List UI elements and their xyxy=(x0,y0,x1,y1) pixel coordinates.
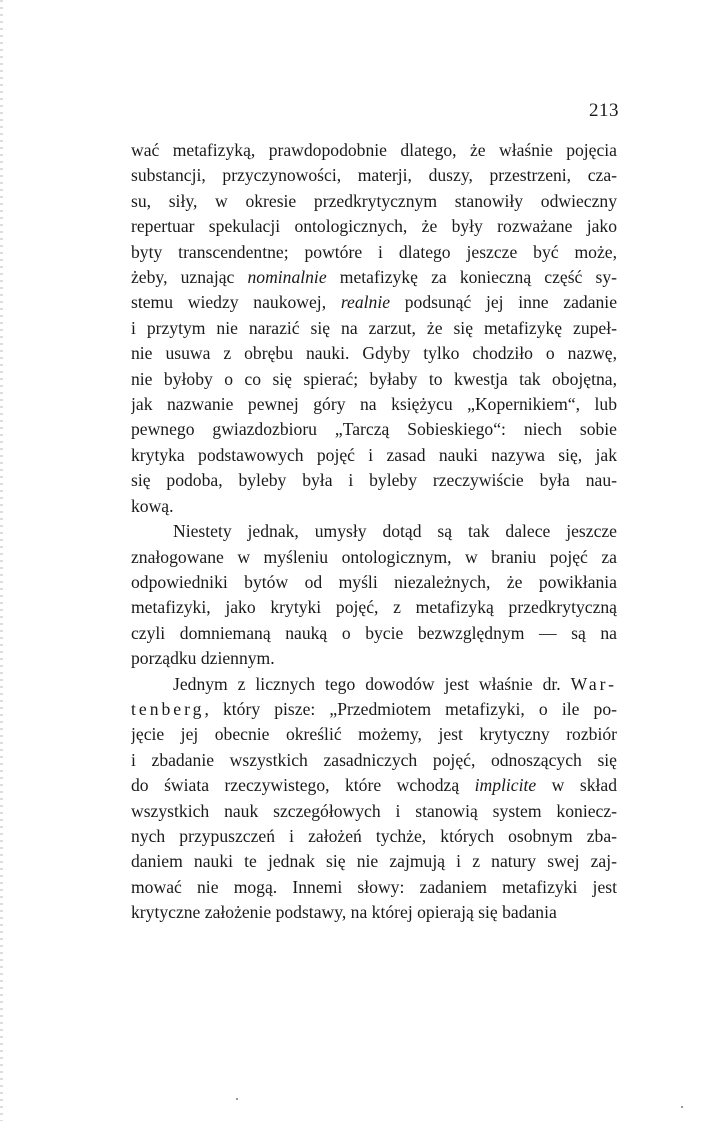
emphasized-word: realnie xyxy=(340,292,391,313)
text-line: i przytym nie narazić się na zarzut, że się metafizykę zupeł- xyxy=(131,317,617,338)
text-line: nie byłoby o co się spierać; byłaby to kwestja tak obojętna, xyxy=(131,368,617,389)
text-line: daniem nauki te jednak się nie zajmują i z natury swej zaj- xyxy=(131,851,617,872)
text-line: znałogowane w myśleniu ontologicznym, w braniu pojęć za xyxy=(131,546,617,567)
text-line: nych przypuszczeń i założeń tychże, których osobnym zba- xyxy=(131,825,617,846)
page-number: 213 xyxy=(589,100,619,121)
text-line: żeby, uznając nominalnie metafizykę za konieczną część sy- xyxy=(131,267,617,288)
text-line: byty transcendentne; powtóre i dlatego jeszcze być może, xyxy=(131,241,617,262)
text-line: repertuar spekulacji ontologicznych, że były rozważane jako xyxy=(131,216,617,237)
text-line: wszystkich nauk szczegółowych i stanowią system koniecz- xyxy=(131,800,617,821)
text-line: do świata rzeczywistego, które wchodzą implicite w skład xyxy=(131,775,617,796)
text-line: mować nie mogą. Innemi słowy: zadaniem metafizyki jest xyxy=(131,876,617,897)
text-line: porządku dziennym. xyxy=(131,648,275,669)
text-line: Niestety jednak, umysły dotąd są tak dalece jeszcze xyxy=(173,521,617,542)
scan-margin-artifact xyxy=(0,0,3,1121)
emphasized-word: nominalnie xyxy=(247,267,327,288)
text-line: substancji, przyczynowości, materji, duszy, przestrzeni, cza- xyxy=(131,165,617,186)
text-line: krytyka podstawowych pojęć i zasad nauki nazywa się, jak xyxy=(131,444,617,465)
spaced-name: tenberg xyxy=(131,698,205,719)
text-line: się podoba, byleby była i byleby rzeczywiście była nau- xyxy=(131,470,617,491)
scan-speck xyxy=(681,1106,683,1108)
text-line: tenberg, który pisze: „Przedmiotem metafizyki, o ile po- xyxy=(131,698,617,719)
text-line: wać metafizyką, prawdopodobnie dlatego, że właśnie pojęcia xyxy=(131,140,617,160)
text-line: odpowiedniki bytów od myśli niezależnych, że powikłania xyxy=(131,571,617,592)
text-line: pewnego gwiazdozbioru „Tarczą Sobieskiego“: niech sobie xyxy=(131,419,617,440)
text-line: Jednym z licznych tego dowodów jest właśnie dr. War- xyxy=(173,673,617,694)
text-line: nie usuwa z obrębu nauki. Gdyby tylko chodziło o nazwę, xyxy=(131,343,617,364)
text-line: kową. xyxy=(131,495,174,516)
text-line: czyli domniemaną nauką o bycie bezwzględnym — są na xyxy=(131,622,617,643)
scan-speck xyxy=(236,1098,238,1100)
spaced-name: War- xyxy=(570,673,617,694)
text-line: stemu wiedzy naukowej, realnie podsunąć jej inne zadanie xyxy=(131,292,617,313)
text-line: jęcie jej obecnie określić możemy, jest krytyczny rozbiór xyxy=(131,724,617,745)
text-line: i zbadanie wszystkich zasadniczych pojęć, odnoszących się xyxy=(131,749,617,770)
text-line: su, siły, w okresie przedkrytycznym stanowiły odwieczny xyxy=(131,190,617,211)
text-line: metafizyki, jako krytyki pojęć, z metafizyką przedkrytyczną xyxy=(131,597,617,618)
text-line: jak nazwanie pewnej góry na księżycu „Kopernikiem“, lub xyxy=(131,394,617,415)
body-text xyxy=(131,138,617,926)
emphasized-word: implicite xyxy=(474,775,537,796)
text-line: krytyczne założenie podstawy, na której opierają się badania xyxy=(131,902,557,923)
